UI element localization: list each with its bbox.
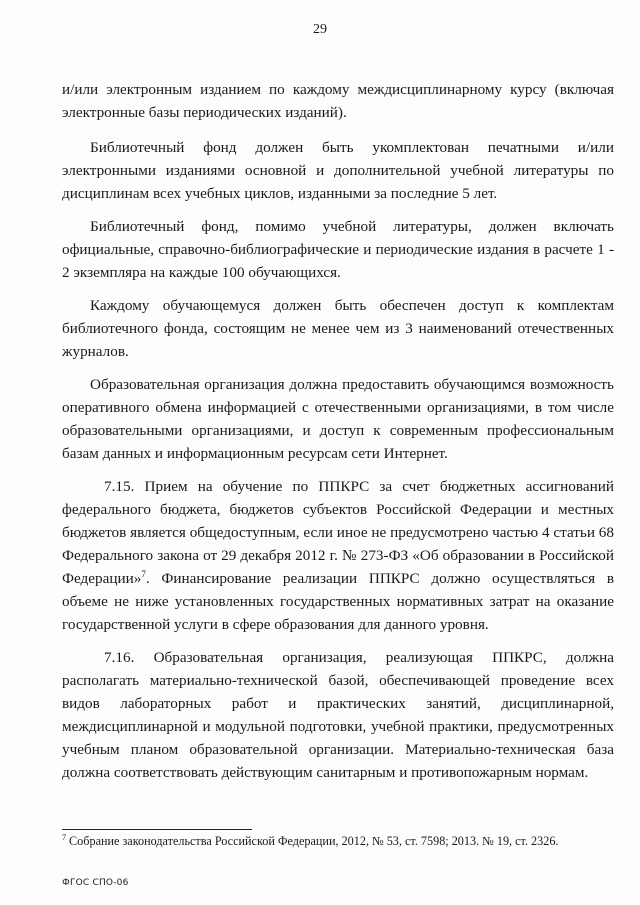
paragraph-7-15-part-1: 7.15. Прием на обучение по ППКРС за счет бюджетных ассигнований федерального бюджета, бюджетов субъектов Российской Федерации и местных бюджетов является общедоступным, если иное не предусмотрено частью 4 статьи 68 Федерального закона от 29 декабря 2012 г. № 273-ФЗ «Об образовании в Российской Федерации» — [62, 478, 614, 587]
paragraph-7-16: 7.16. Образовательная организация, реализующая ППКРС, должна располагать материально-технической базой, обеспечивающей проведение всех видов лабораторных работ и практических занятий, дисциплинарной, междисциплинарной и модульной подготовки, учебной практики, предусмотренных учебным планом образовательной организации. Материально-техническая база должна соответствовать действующим санитарным и противопожарным нормам. — [62, 649, 614, 781]
paragraph-journal-access: Каждому обучающемуся должен быть обеспечен доступ к комплектам библиотечного фонда, состоящим не менее чем из 3 наименований отечественных журналов. — [62, 297, 614, 360]
footnote-text: Собрание законодательства Российской Федерации, 2012, № 53, ст. 7598; 2013. № 19, ст. 2326. — [69, 834, 559, 848]
document-code: ФГОС СПО-06 — [62, 878, 129, 888]
footnote — [62, 833, 614, 849]
paragraph-7-15-part-2: . Финансирование реализации ППКРС должно осуществляться в объеме не ниже установленных государственных нормативных затрат на оказание государственной услуги в сфере образования для данного уровня. — [62, 570, 614, 633]
footnote-reference: 7 — [141, 569, 146, 579]
paragraph-continuation: и/или электронным изданием по каждому междисциплинарному курсу (включая электронные базы периодических изданий). — [62, 81, 614, 121]
paragraph-information-exchange: Образовательная организация должна предоставить обучающимся возможность оперативного обмена информацией с отечественными организациями, в том числе образовательными организациями, и доступ к современным профессиональным базам данных и информационным ресурсам сети Интернет. — [62, 376, 614, 462]
page-number: 29 — [313, 22, 327, 37]
document-body — [62, 78, 614, 794]
paragraph-library-fund: Библиотечный фонд должен быть укомплектован печатными и/или электронными изданиями основной и дополнительной учебной литературы по дисциплинам всех учебных циклов, изданными за последние 5 лет. — [62, 139, 614, 202]
footnote-divider — [62, 829, 252, 830]
footnote-mark: 7 — [62, 833, 66, 842]
paragraph-7-15 — [62, 475, 614, 636]
paragraph-library-fund-periodicals: Библиотечный фонд, помимо учебной литературы, должен включать официальные, справочно-библиографические и периодические издания в расчете 1 - 2 экземпляра на каждые 100 обучающихся. — [62, 218, 614, 281]
